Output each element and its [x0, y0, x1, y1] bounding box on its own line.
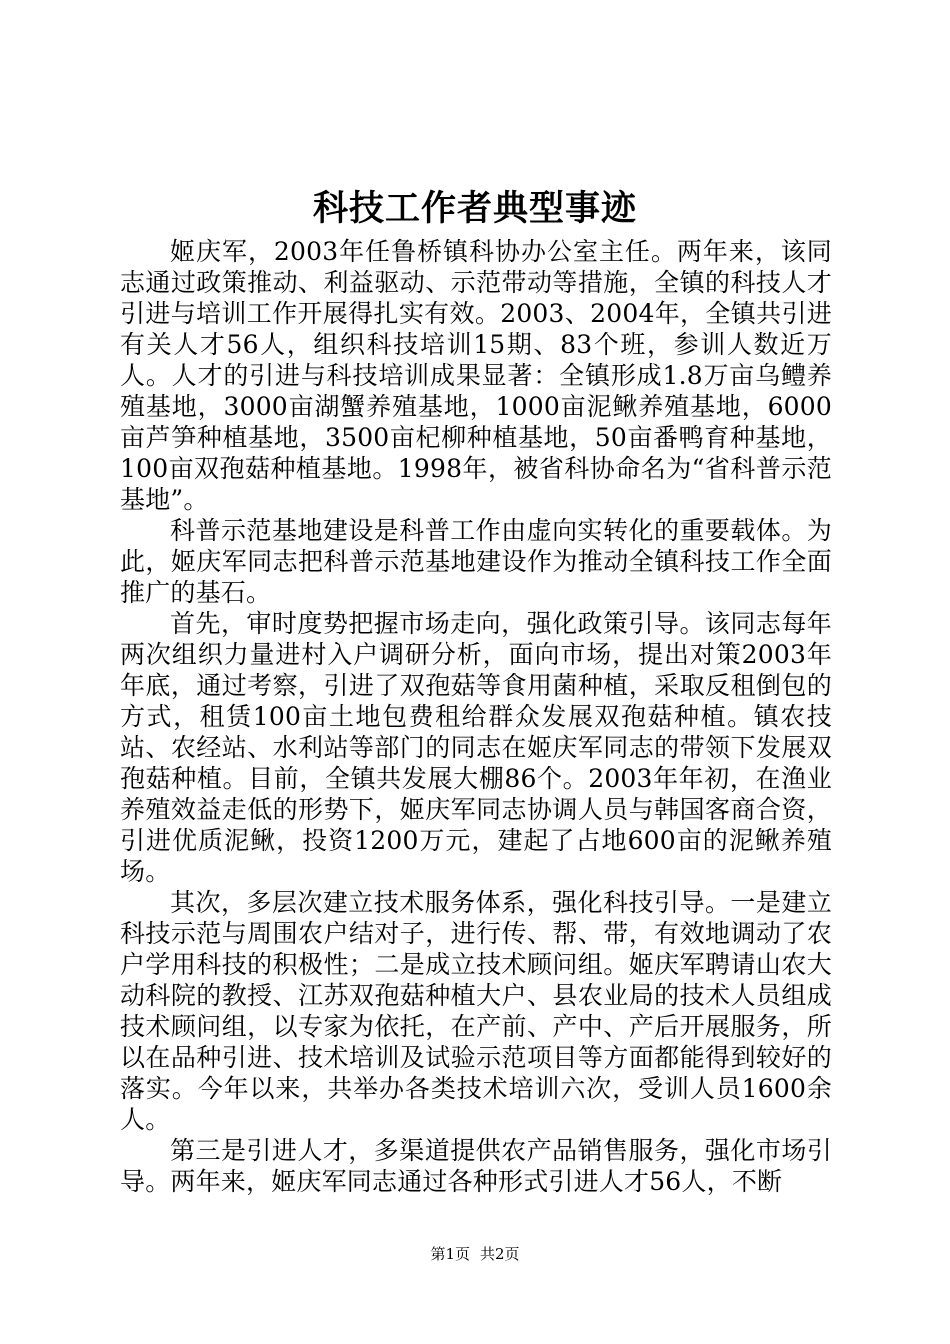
document-title: 科技工作者典型事迹	[312, 188, 637, 229]
document-body	[120, 236, 832, 1197]
paragraph-2: 科普示范基地建设是科普工作由虚向实转化的重要载体。为此，姬庆军同志把科普示范基地建设作为推动全镇科技工作全面推广的基石。	[120, 516, 832, 607]
page-total: 共2页	[480, 1245, 520, 1263]
page-number: 第1页	[430, 1245, 470, 1263]
page-footer	[0, 1244, 950, 1264]
paragraph-5: 第三是引进人才，多渠道提供农产品销售服务，强化市场引导。两年来，姬庆军同志通过各种形式引进人才56人，不断	[120, 1136, 832, 1196]
paragraph-3: 首先，审时度势把握市场走向，强化政策引导。该同志每年两次组织力量进村入户调研分析，面向市场，提出对策2003年年底，通过考察，引进了双孢菇等食用菌种植，采取反租倒包的方式，租赁100亩土地包费租给群众发展双孢菇种植。镇农技站、农经站、水利站等部门的同志在姬庆军同志的带领下发展双孢菇种植。目前，全镇共发展大棚86个。2003年年初，在渔业养殖效益走低的形势下，姬庆军同志协调人员与韩国客商合资，引进优质泥鳅，投资1200万元，建起了占地600亩的泥鳅养殖场。	[120, 609, 832, 886]
paragraph-4: 其次，多层次建立技术服务体系，强化科技引导。一是建立科技示范与周围农户结对子，进行传、帮、带，有效地调动了农户学用科技的积极性；二是成立技术顾问组。姬庆军聘请山农大动科院的教授、江苏双孢菇种植大户、县农业局的技术人员组成技术顾问组，以专家为依托，在产前、产中、产后开展服务，所以在品种引进、技术培训及试验示范项目等方面都能得到较好的落实。今年以来，共举办各类技术培训六次，受训人员1600余人。	[120, 888, 832, 1134]
paragraph-1: 姬庆军，2003年任鲁桥镇科协办公室主任。两年来，该同志通过政策推动、利益驱动、示范带动等措施，全镇的科技人才引进与培训工作开展得扎实有效。2003、2004年，全镇共引进有关人才56人，组织科技培训15期、83个班，参训人数近万人。人才的引进与科技培训成果显著：全镇形成1.8万亩乌鳢养殖基地，3000亩湖蟹养殖基地，1000亩泥鳅养殖基地，6000亩芦笋种植基地，3500亩杞柳种植基地，50亩番鸭育种基地，100亩双孢菇种植基地。1998年，被省科协命名为“省科普示范基地”。	[120, 237, 832, 514]
